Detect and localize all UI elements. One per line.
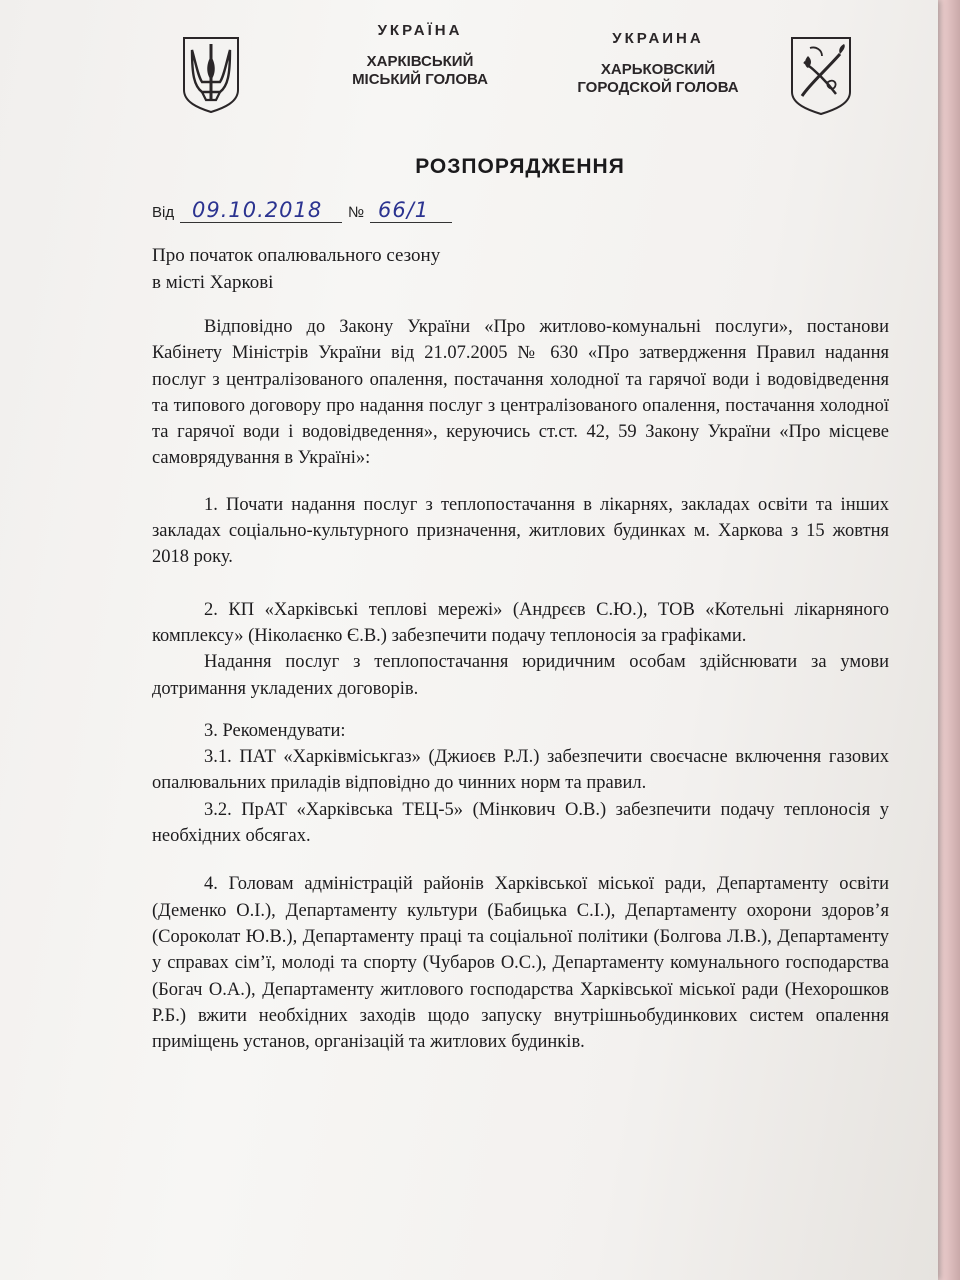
date-value-handwritten: 09.10.2018	[192, 198, 323, 222]
ru-office-line1: ХАРЬКОВСКИЙ	[600, 61, 716, 78]
kharkiv-coat-of-arms-icon	[788, 34, 854, 116]
subject-line2: в місті Харкові	[152, 272, 274, 293]
item-1-paragraph: 1. Почати надання послуг з теплопостачання в лікарнях, закладах освіти та інших закладах соціально-культурного призначення, житлових будинках м. Харкова з 15 жовтня 2018 року.	[152, 494, 889, 568]
ua-country: УКРАЇНА	[377, 22, 463, 39]
subject-line1: Про початок опалювального сезону	[152, 245, 441, 266]
ua-office-line2: МІСЬКИЙ ГОЛОВА	[352, 71, 488, 88]
ru-office-block	[558, 30, 758, 97]
number-value-handwritten: 66/1	[378, 198, 430, 222]
document-sheet	[148, 0, 898, 1280]
ru-country: УКРАИНА	[612, 30, 704, 47]
item-4-paragraph: 4. Головам адміністрацій районів Харківської міської ради, Департаменту освіти (Деменко О.І.), Департаменту культури (Бабицька С.І.), Департаменту охорони здоров’я (Сороколат Ю.В.), Департаменту праці та соціальної політики (Болгова Л.В.), Департаменту у справах сім’ї, молоді та спорту (Чубаров О.С.), Департаменту комунального господарства (Богач О.А.), Департаменту житлового господарства Харківської міської ради (Нехорошков Р.Б.) вжити необхідних заходів щодо запуску внутрішньобудинкових систем опалення приміщень установ, організацій та житлових будинків.	[152, 874, 889, 1053]
item-3-1-paragraph: 3.1. ПАТ «Харківміськгаз» (Джиоєв Р.Л.) забезпечити своєчасне включення газових опалювальних приладів відповідно до чинних норм та правил.	[152, 747, 889, 794]
document-body	[152, 314, 889, 1055]
ru-office-line2: ГОРОДСКОЙ ГОЛОВА	[577, 79, 739, 96]
date-label: Від	[152, 204, 175, 221]
letterhead	[148, 18, 898, 118]
item-2-note-paragraph: Надання послуг з теплопостачання юридичним особам здійснювати за умови дотримання укладених договорів.	[152, 652, 889, 699]
date-number-line	[152, 198, 572, 228]
ua-office-line1: ХАРКІВСЬКИЙ	[366, 53, 474, 70]
item-2-paragraph: 2. КП «Харківські теплові мережі» (Андрєєв С.Ю.), ТОВ «Котельні лікарняного комплексу» (Ніколаєнко Є.В.) забезпечити подачу теплоносія за графіками.	[152, 599, 889, 646]
item-3-paragraph: 3. Рекомендувати:	[204, 720, 346, 741]
item-3-2-paragraph: 3.2. ПрАТ «Харківська ТЕЦ-5» (Мінкович О.В.) забезпечити подачу теплоносія у необхідних обсягах.	[152, 799, 889, 847]
ukraine-trident-icon	[180, 34, 242, 114]
ua-office-block	[320, 22, 520, 89]
date-underline	[180, 222, 342, 223]
document-title: РОЗПОРЯДЖЕННЯ	[415, 155, 625, 178]
document-subject	[152, 242, 572, 296]
number-label: №	[348, 204, 365, 221]
preamble-paragraph: Відповідно до Закону України «Про житлово-комунальні послуги», постанови Кабінету Міністрів України від 21.07.2005 № 630 «Про затвердження Правил надання послуг з централізованого опалення, постачання холодної та гарячої води і водовідведення та типового договору про надання послуг з централізованого опалення, постачання холодної та гарячої води і водовідведення», керуючись ст.ст. 42, 59 Закону України «Про місцеве самоврядування в Україні»:	[152, 317, 889, 469]
number-underline	[370, 222, 452, 223]
